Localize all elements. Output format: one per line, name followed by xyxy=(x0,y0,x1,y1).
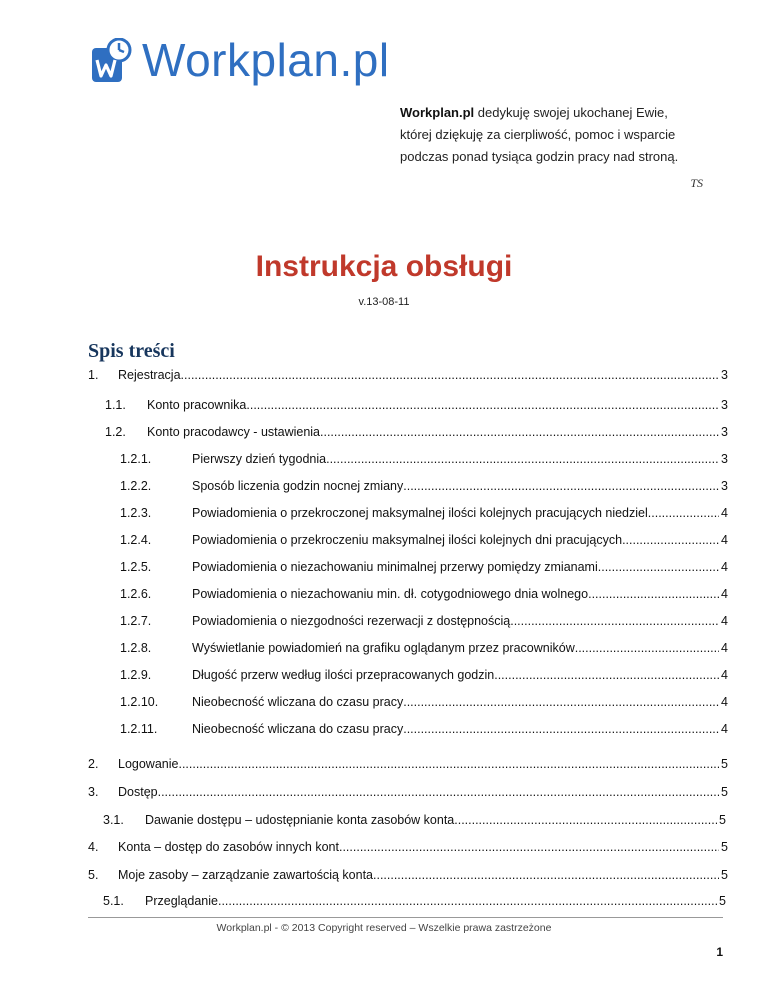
toc-entry-number: 1.2.8. xyxy=(120,641,152,655)
workplan-clock-logo-icon xyxy=(92,38,132,82)
toc-entry-number: 1.2.7. xyxy=(120,614,152,628)
toc-entry-number: 1.2.6. xyxy=(120,587,152,601)
toc-dot-leader xyxy=(588,585,719,603)
logo-text: Workplan.pl xyxy=(142,34,390,86)
toc-dot-leader xyxy=(178,755,719,773)
toc-entry-page: 4 xyxy=(721,614,728,628)
toc-dot-leader xyxy=(403,693,719,711)
toc-dot-leader xyxy=(575,639,719,657)
toc-entry[interactable] xyxy=(88,755,728,773)
toc-entry-number: 3. xyxy=(88,785,99,799)
toc-entry-number: 1.2.10. xyxy=(120,695,159,709)
toc-entry-page: 3 xyxy=(721,398,728,412)
toc-entry-page: 4 xyxy=(721,668,728,682)
toc-entry-number: 1.2.3. xyxy=(120,506,152,520)
toc-entry-page: 5 xyxy=(719,894,726,908)
toc-entry-page: 4 xyxy=(721,506,728,520)
toc-entry[interactable] xyxy=(120,585,728,603)
toc-dot-leader xyxy=(218,892,717,910)
toc-entry[interactable] xyxy=(105,423,728,441)
toc-entry-number: 1.2.11. xyxy=(120,722,158,736)
toc-dot-leader xyxy=(181,366,720,384)
toc-entry-number: 1. xyxy=(88,368,99,382)
toc-entry-number: 1.2.1. xyxy=(120,452,152,466)
toc-dot-leader xyxy=(510,612,719,630)
toc-entry-number: 1.2.4. xyxy=(120,533,152,547)
toc-entry-page: 4 xyxy=(721,560,728,574)
dedication-line-2: której dziękuję za cierpliwość, pomoc i wsparcie xyxy=(400,127,676,142)
toc-dot-leader xyxy=(339,838,719,856)
toc-entry-page: 3 xyxy=(721,452,728,466)
toc-entry-label: Wyświetlanie powiadomień na grafiku oglądanym przez pracowników xyxy=(192,641,575,655)
toc-entry-label: Pierwszy dzień tygodnia xyxy=(192,452,327,466)
dedication xyxy=(400,102,720,168)
toc-dot-leader xyxy=(403,477,719,495)
toc-entry-label: Dawanie dostępu – udostępnianie konta zasobów konta xyxy=(145,813,455,827)
toc-entry-label: Konta – dostęp do zasobów innych kont xyxy=(118,840,339,854)
toc-dot-leader xyxy=(622,531,719,549)
toc-dot-leader xyxy=(246,396,719,414)
dedication-line-1 xyxy=(400,102,720,124)
toc-entry-label: Dostęp xyxy=(118,785,158,799)
toc-entry-label: Nieobecność wliczana do czasu pracy xyxy=(192,722,404,736)
toc-entry[interactable] xyxy=(105,396,728,414)
toc-entry[interactable] xyxy=(120,666,728,684)
toc-entry-page: 3 xyxy=(721,479,728,493)
workplan-logo xyxy=(92,34,422,86)
toc-entry-number: 5.1. xyxy=(103,894,124,908)
document-version: v.13-08-11 xyxy=(358,296,410,308)
footer-copyright: Workplan.pl - © 2013 Copyright reserved – Wszelkie prawa zastrzeżone xyxy=(216,922,552,934)
toc-entry-label: Przeglądanie xyxy=(145,894,218,908)
toc-entry-number: 1.1. xyxy=(105,398,126,412)
toc-dot-leader xyxy=(648,504,719,522)
toc-entry[interactable] xyxy=(120,612,728,630)
toc-entry[interactable] xyxy=(120,477,728,495)
toc-entry-label: Moje zasoby – zarządzanie zawartością konta xyxy=(118,868,373,882)
toc-entry-page: 4 xyxy=(721,533,728,547)
toc-entry[interactable] xyxy=(88,366,728,384)
toc-entry-page: 4 xyxy=(721,695,728,709)
toc-entry[interactable] xyxy=(120,558,728,576)
footer-divider xyxy=(88,917,723,918)
toc-entry-page: 3 xyxy=(721,368,728,382)
dedication-line-3: podczas ponad tysiąca godzin pracy nad stroną. xyxy=(400,149,679,164)
toc-dot-leader xyxy=(373,866,719,884)
toc-entry-number: 1.2.9. xyxy=(120,668,152,682)
toc-entry-label: Rejestracja xyxy=(118,368,181,382)
toc-entry-label: Logowanie xyxy=(118,757,179,771)
toc-dot-leader xyxy=(454,811,717,829)
toc-entry-label: Konto pracodawcy - ustawienia xyxy=(147,425,321,439)
toc-entry-label: Powiadomienia o niezgodności rezerwacji z dostępnością xyxy=(192,614,511,628)
toc-entry-page: 4 xyxy=(721,641,728,655)
toc-dot-leader xyxy=(320,423,719,441)
toc-entry-number: 3.1. xyxy=(103,813,124,827)
toc-entry[interactable] xyxy=(120,450,728,468)
toc-entry-label: Powiadomienia o niezachowaniu min. dł. cotygodniowego dnia wolnego xyxy=(192,587,589,601)
toc-entry[interactable] xyxy=(120,693,728,711)
toc-entry-page: 5 xyxy=(721,785,728,799)
toc-dot-leader xyxy=(403,720,719,738)
toc-entry[interactable] xyxy=(88,866,728,884)
toc-entry-number: 2. xyxy=(88,757,99,771)
toc-entry-number: 4. xyxy=(88,840,99,854)
toc-entry-label: Powiadomienia o niezachowaniu minimalnej przerwy pomiędzy zmianami xyxy=(192,560,598,574)
toc-entry-number: 1.2.2. xyxy=(120,479,152,493)
toc-entry-page: 5 xyxy=(721,757,728,771)
dedication-brand: Workplan.pl xyxy=(400,105,475,120)
toc-entry[interactable] xyxy=(120,639,728,657)
dedication-line-1-rest: dedykuję swojej ukochanej Ewie, xyxy=(474,105,668,120)
document-title: Instrukcja obsługi xyxy=(255,250,513,283)
toc-dot-leader xyxy=(494,666,719,684)
toc-entry-page: 4 xyxy=(721,722,728,736)
toc-entry-page: 5 xyxy=(721,840,728,854)
toc-entry-number: 1.2.5. xyxy=(120,560,152,574)
toc-entry[interactable] xyxy=(103,811,726,829)
signature: TS xyxy=(690,176,703,190)
toc-entry-label: Powiadomienia o przekroczeniu maksymalnej ilości kolejnych dni pracujących xyxy=(192,533,623,547)
toc-entry[interactable] xyxy=(120,504,728,522)
toc-entry-page: 4 xyxy=(721,587,728,601)
toc-entry-label: Sposób liczenia godzin nocnej zmiany xyxy=(192,479,404,493)
toc-entry[interactable] xyxy=(120,531,728,549)
toc-entry-page: 3 xyxy=(721,425,728,439)
toc-dot-leader xyxy=(158,783,719,801)
toc-entry-number: 5. xyxy=(88,868,99,882)
toc-dot-leader xyxy=(598,558,719,576)
toc-entry[interactable] xyxy=(88,838,728,856)
toc-entry[interactable] xyxy=(120,720,728,738)
toc-entry-label: Długość przerw według ilości przepracowanych godzin xyxy=(192,668,495,682)
toc-dot-leader xyxy=(326,450,719,468)
toc-entry[interactable] xyxy=(88,783,728,801)
toc-entry-label: Powiadomienia o przekroczonej maksymalnej ilości kolejnych pracujących niedziel xyxy=(192,506,648,520)
toc-entry-page: 5 xyxy=(721,868,728,882)
toc-entry[interactable] xyxy=(103,892,726,910)
page-number: 1 xyxy=(716,945,723,959)
toc-heading: Spis treści xyxy=(88,340,175,362)
toc-entry-label: Nieobecność wliczana do czasu pracy xyxy=(192,695,404,709)
toc-entry-number: 1.2. xyxy=(105,425,126,439)
toc-entry-page: 5 xyxy=(719,813,726,827)
toc-entry-label: Konto pracownika xyxy=(147,398,247,412)
